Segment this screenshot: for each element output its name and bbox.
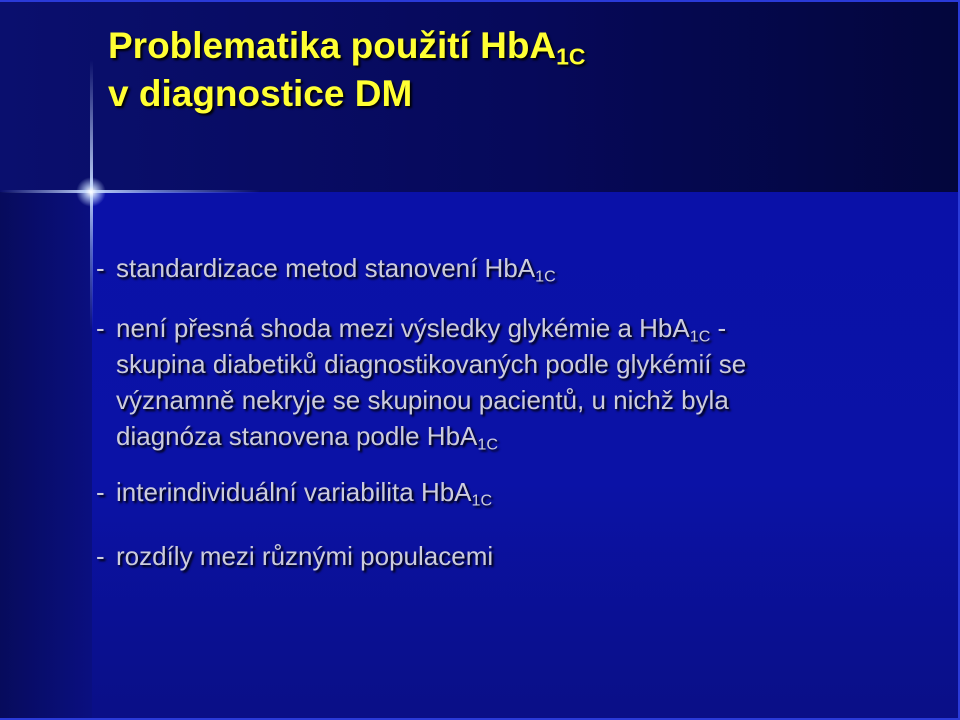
flare-horizontal — [0, 190, 260, 193]
title-subscript: 1C — [556, 43, 586, 70]
bullet-item — [96, 538, 936, 574]
title-line-1: Problematika použití HbA$_{1C}$ — [108, 25, 586, 70]
bullet-text: skupina diabetiků diagnostikovaných podle glykémií se — [116, 349, 747, 379]
bullet-dash: - — [96, 541, 105, 571]
bullet-text: interindividuální variabilita HbA$_{1C}$ — [116, 477, 493, 510]
bullet-text: rozdíly mezi různými populacemi — [116, 541, 494, 571]
top-border — [0, 0, 960, 2]
bullet-text: diagnóza stanovena podle HbA$_{1C}$ — [116, 421, 498, 454]
bullet-item — [96, 474, 936, 510]
slide-title — [108, 22, 585, 118]
bullet-dash: - — [96, 477, 105, 507]
bullet-text: významně nekryje se skupinou pacientů, u nichž byla — [116, 385, 729, 415]
bullet-text: standardizace metod stanovení HbA$_{1C}$ — [116, 253, 556, 286]
bullet-item — [96, 310, 936, 454]
title-line-2: v diagnostice DM — [108, 73, 413, 114]
flare-star-icon — [76, 177, 106, 207]
bullet-dash: - — [96, 253, 105, 283]
bullet-text: není přesná shoda mezi výsledky glykémie a HbA$_{1C}$ - — [116, 313, 727, 346]
left-strip — [0, 192, 92, 720]
bullet-list — [96, 250, 936, 574]
bullet-item — [96, 250, 936, 286]
bullet-dash: - — [96, 313, 105, 343]
